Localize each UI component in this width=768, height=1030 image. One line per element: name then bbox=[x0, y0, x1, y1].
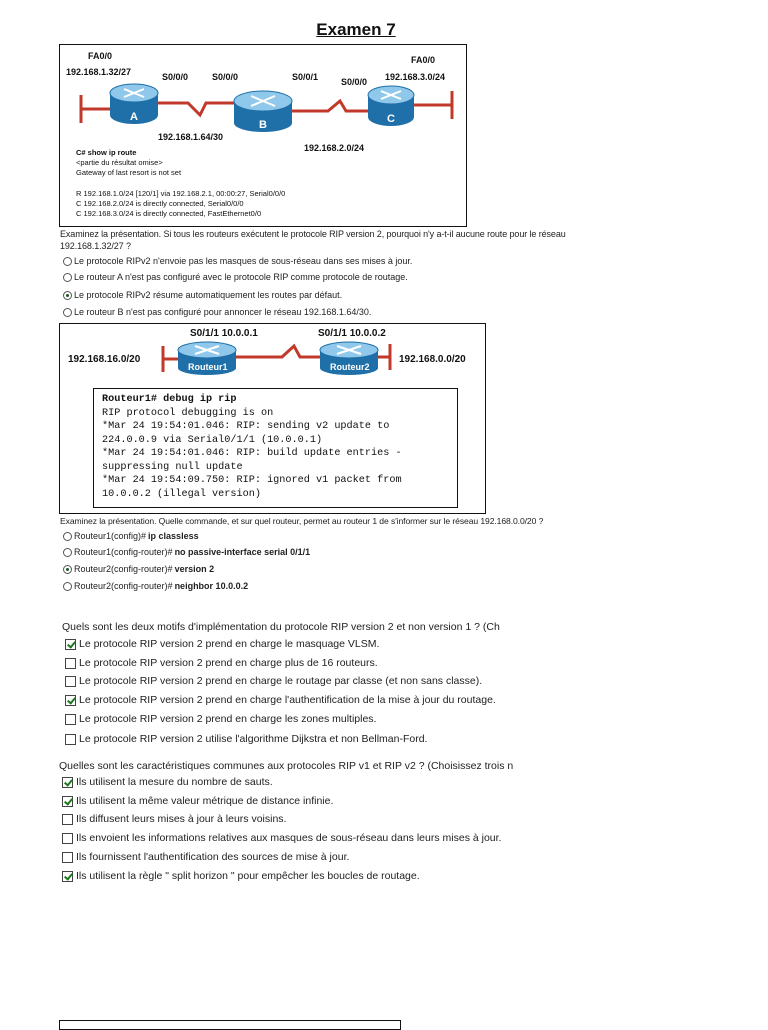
q1-question-line1: Examinez la présentation. Si tous les routeurs exécutent le protocole RIP version 2, pourquoi n'y a-t-il aucune route pour le réseau bbox=[60, 229, 566, 239]
checkbox-checked-icon[interactable] bbox=[62, 777, 73, 788]
router-c-label: C bbox=[387, 113, 395, 125]
checkbox-icon[interactable] bbox=[65, 676, 76, 687]
q1-option-2[interactable]: Le routeur A n'est pas configuré avec le protocole RIP comme protocole de routage. bbox=[63, 272, 408, 282]
q1-option-1[interactable]: Le protocole RIPv2 n'envoie pas les masques de sous-réseau dans ses mises à jour. bbox=[63, 256, 412, 266]
serial-label-r1: S0/1/1 10.0.0.1 bbox=[190, 328, 258, 339]
serial-label-a: S0/0/0 bbox=[162, 72, 189, 82]
output-route-r: R 192.168.1.0/24 [120/1] via 192.168.2.1, 00:00:27, Serial0/0/0 bbox=[76, 189, 286, 198]
fa-label-c: FA0/0 bbox=[411, 55, 436, 65]
fa-label-a: FA0/0 bbox=[88, 51, 113, 61]
radio-selected-icon[interactable] bbox=[63, 565, 72, 574]
topology-figure-2 bbox=[59, 323, 486, 514]
next-figure-frame bbox=[59, 1020, 401, 1030]
radio-icon[interactable] bbox=[63, 548, 72, 557]
radio-icon[interactable] bbox=[63, 308, 72, 317]
output-gateway: Gateway of last resort is not set bbox=[76, 168, 182, 177]
q3-option-3[interactable]: Le protocole RIP version 2 prend en charge le routage par classe (et non sans classe). bbox=[65, 675, 482, 687]
q3-option-1[interactable]: Le protocole RIP version 2 prend en charge le masquage VLSM. bbox=[65, 638, 379, 650]
radio-selected-icon[interactable] bbox=[63, 291, 72, 300]
checkbox-icon[interactable] bbox=[65, 714, 76, 725]
router2-label: Routeur2 bbox=[330, 362, 370, 372]
router-b-label: B bbox=[259, 119, 267, 131]
q1-question-line2: 192.168.1.32/27 ? bbox=[60, 241, 131, 251]
debug-line: 224.0.0.9 via Serial0/1/1 (10.0.0.1) bbox=[102, 434, 323, 446]
q3-option-2[interactable]: Le protocole RIP version 2 prend en charge plus de 16 routeurs. bbox=[65, 657, 378, 669]
checkbox-checked-icon[interactable] bbox=[62, 796, 73, 807]
q3-question: Quels sont les deux motifs d'implémentation du protocole RIP version 2 et non version 1 ? (Ch bbox=[62, 621, 500, 633]
q2-option-4[interactable]: Routeur2(config-router)# neighbor 10.0.0.2 bbox=[63, 581, 248, 591]
debug-line: RIP protocol debugging is on bbox=[102, 407, 274, 419]
serial-label-b-0: S0/0/0 bbox=[212, 72, 239, 82]
checkbox-icon[interactable] bbox=[62, 833, 73, 844]
serial-label-b-1: S0/0/1 bbox=[292, 72, 319, 82]
checkbox-icon[interactable] bbox=[62, 852, 73, 863]
output-route-c1: C 192.168.2.0/24 is directly connected, Serial0/0/0 bbox=[76, 199, 244, 208]
q3-option-4[interactable]: Le protocole RIP version 2 prend en charge l'authentification de la mise à jour du routage. bbox=[65, 694, 496, 706]
checkbox-checked-icon[interactable] bbox=[65, 695, 76, 706]
q2-option-2[interactable]: Routeur1(config-router)# no passive-interface serial 0/1/1 bbox=[63, 547, 310, 557]
q4-option-1[interactable]: Ils utilisent la mesure du nombre de sauts. bbox=[62, 776, 273, 788]
serial-label-r2: S0/1/1 10.0.0.2 bbox=[318, 328, 386, 339]
q4-question: Quelles sont les caractéristiques communes aux protocoles RIP v1 et RIP v2 ? (Choisissez trois n bbox=[59, 760, 514, 772]
debug-line: 10.0.0.2 (illegal version) bbox=[102, 488, 261, 500]
net-label-c: 192.168.3.0/24 bbox=[385, 72, 446, 82]
serial-label-c: S0/0/0 bbox=[341, 77, 368, 87]
debug-command: debug ip rip bbox=[157, 394, 237, 405]
q4-option-2[interactable]: Ils utilisent la même valeur métrique de distance infinie. bbox=[62, 795, 333, 807]
debug-line: *Mar 24 19:54:01.046: RIP: sending v2 update to bbox=[102, 421, 390, 432]
q1-option-4[interactable]: Le routeur B n'est pas configuré pour annoncer le réseau 192.168.1.64/30. bbox=[63, 307, 371, 317]
debug-prompt: Routeur1# bbox=[102, 394, 158, 405]
radio-icon[interactable] bbox=[63, 532, 72, 541]
checkbox-checked-icon[interactable] bbox=[65, 639, 76, 650]
q1-option-3[interactable]: Le protocole RIPv2 résume automatiquement les routes par défaut. bbox=[63, 290, 342, 300]
net-label-ab: 192.168.1.64/30 bbox=[158, 132, 224, 142]
q3-option-5[interactable]: Le protocole RIP version 2 prend en charge les zones multiples. bbox=[65, 713, 376, 725]
checkbox-checked-icon[interactable] bbox=[62, 871, 73, 882]
q2-option-1[interactable]: Routeur1(config)# ip classless bbox=[63, 531, 199, 541]
q3-option-6[interactable]: Le protocole RIP version 2 utilise l'algorithme Dijkstra et non Bellman-Ford. bbox=[65, 733, 427, 745]
q2-question: Examinez la présentation. Quelle commande, et sur quel routeur, permet au routeur 1 de s'informer sur le réseau 192.168.0.0/20 ? bbox=[60, 516, 544, 526]
show-ip-route-cmd: C# show ip route bbox=[76, 148, 137, 157]
output-omitted: <partie du résultat omise> bbox=[76, 158, 163, 167]
q2-option-3[interactable]: Routeur2(config-router)# version 2 bbox=[63, 564, 214, 574]
page-title: Examen 7 bbox=[316, 20, 396, 39]
radio-icon[interactable] bbox=[63, 257, 72, 266]
q4-option-4[interactable]: Ils envoient les informations relatives aux masques de sous-réseau dans leurs mises à jour. bbox=[62, 832, 501, 844]
net-label-bc: 192.168.2.0/24 bbox=[304, 143, 365, 153]
net-label-left: 192.168.16.0/20 bbox=[68, 354, 141, 365]
q4-option-6[interactable]: Ils utilisent la règle " split horizon " pour empêcher les boucles de routage. bbox=[62, 870, 420, 882]
net-label-right: 192.168.0.0/20 bbox=[399, 354, 466, 365]
topology-figure-1 bbox=[59, 44, 467, 227]
checkbox-icon[interactable] bbox=[65, 658, 76, 669]
q4-option-5[interactable]: Ils fournissent l'authentification des sources de mise à jour. bbox=[62, 851, 349, 863]
debug-line: *Mar 24 19:54:01.046: RIP: build update entries - bbox=[102, 448, 402, 459]
radio-icon[interactable] bbox=[63, 582, 72, 591]
checkbox-icon[interactable] bbox=[62, 814, 73, 825]
output-route-c2: C 192.168.3.0/24 is directly connected, FastEthernet0/0 bbox=[76, 209, 262, 218]
router-a-label: A bbox=[130, 111, 138, 123]
radio-icon[interactable] bbox=[63, 273, 72, 282]
debug-output-box bbox=[93, 388, 458, 508]
q4-option-3[interactable]: Ils diffusent leurs mises à jour à leurs voisins. bbox=[62, 813, 286, 825]
checkbox-icon[interactable] bbox=[65, 734, 76, 745]
debug-line: *Mar 24 19:54:09.750: RIP: ignored v1 packet from bbox=[102, 475, 402, 486]
router1-label: Routeur1 bbox=[188, 362, 228, 372]
net-label-a: 192.168.1.32/27 bbox=[66, 67, 132, 77]
debug-line: suppressing null update bbox=[102, 461, 243, 473]
